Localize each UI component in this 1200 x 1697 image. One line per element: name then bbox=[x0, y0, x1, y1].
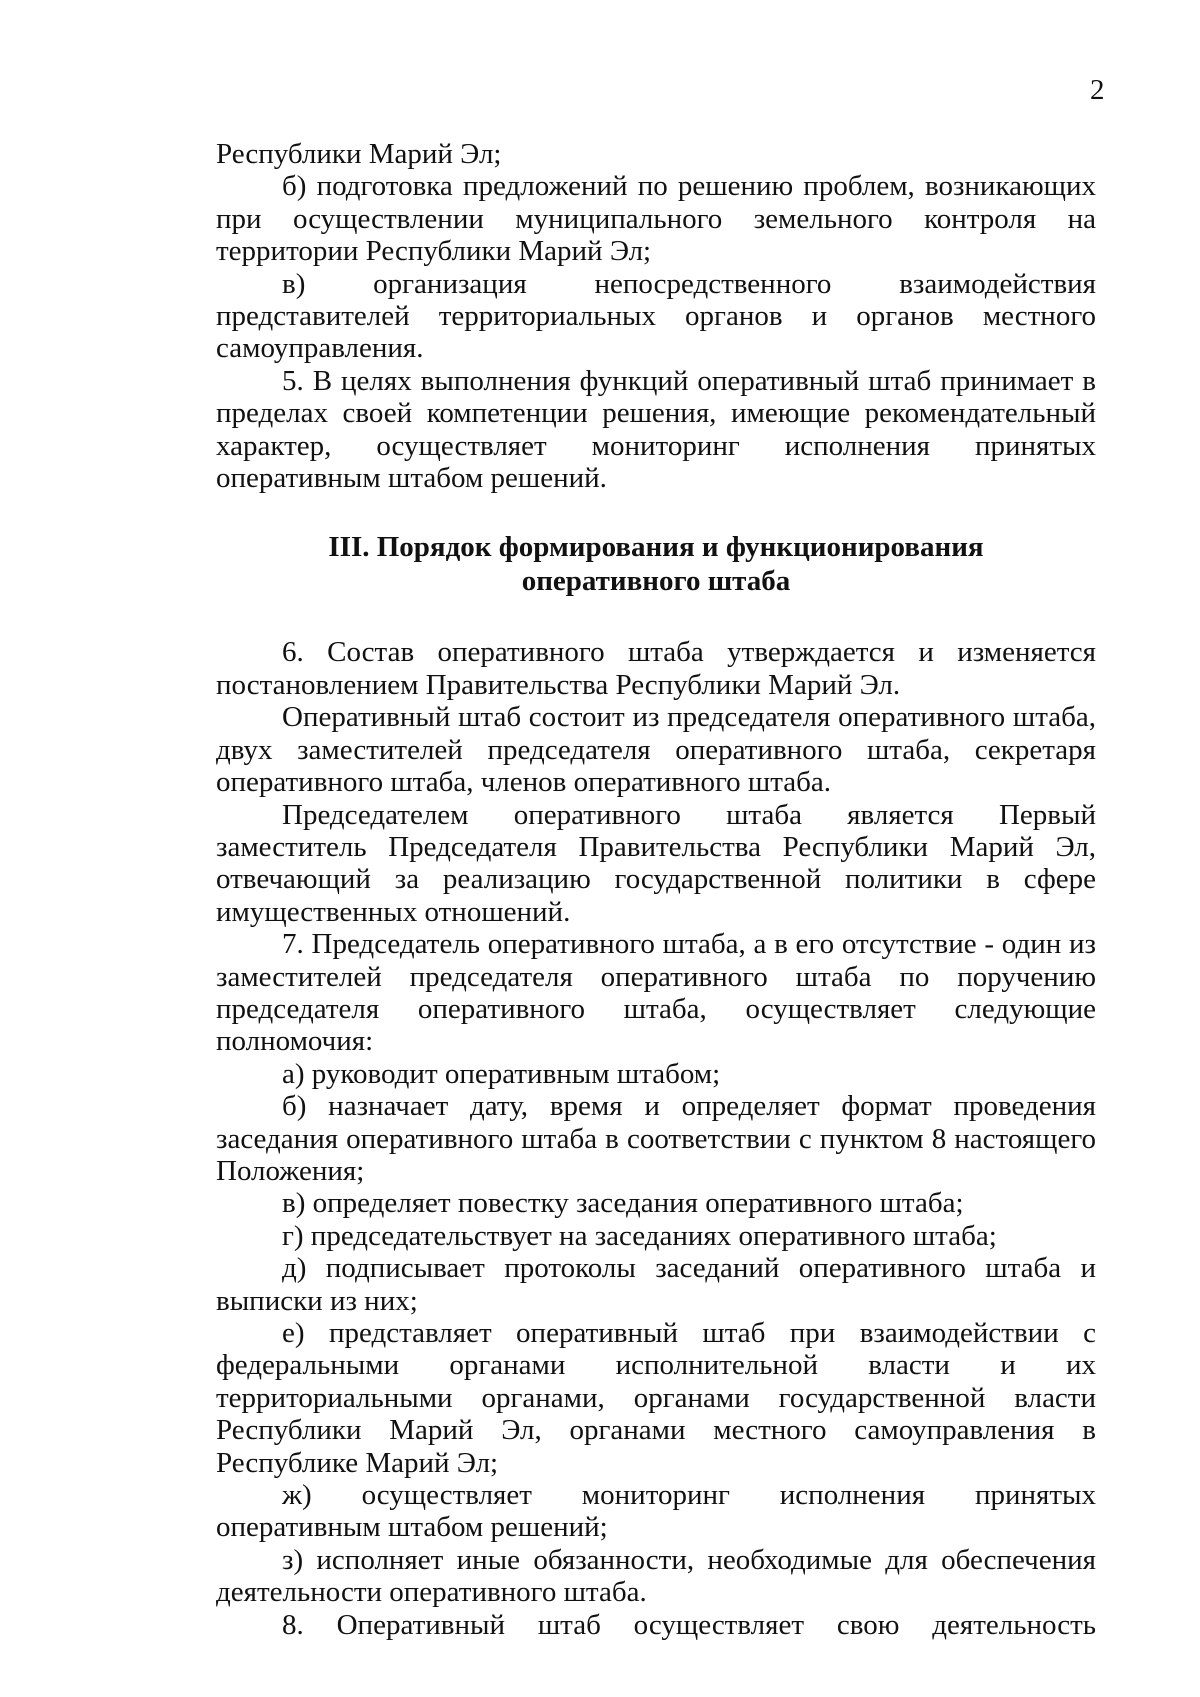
paragraph: б) назначает дату, время и определяет формат проведения заседания оперативного штаба в соответствии с пунктом 8 настоящего Положения; bbox=[216, 1090, 1096, 1187]
paragraph: з) исполняет иные обязанности, необходимые для обеспечения деятельности оперативного штаба. bbox=[216, 1543, 1096, 1609]
paragraph: 8. Оперативный штаб осуществляет свою деятельность bbox=[282, 1608, 1096, 1641]
section-title-line-1: III. Порядок формирования и функционирования bbox=[328, 531, 984, 564]
paragraphs-before bbox=[216, 138, 1096, 494]
paragraph: г) председательствует на заседаниях оперативного штаба; bbox=[282, 1219, 997, 1252]
paragraph: а) руководит оперативным штабом; bbox=[282, 1057, 721, 1090]
paragraph: Председателем оперативного штаба является Первый заместитель Председателя Правительства Республики Марий Эл, отвечающий за реализацию государственной политики в сфере имущественных отношений. bbox=[216, 798, 1096, 928]
document-body bbox=[216, 138, 1096, 1641]
section-title bbox=[216, 530, 1096, 598]
paragraph: 6. Состав оперативного штаба утверждается и изменяется постановлением Правительства Республики Марий Эл. bbox=[216, 636, 1096, 701]
paragraph: д) подписывает протоколы заседаний оперативного штаба и выписки из них; bbox=[216, 1252, 1096, 1317]
paragraphs-after bbox=[216, 636, 1096, 1641]
paragraph: Республики Марий Эл; bbox=[216, 138, 502, 170]
paragraph: ж) осуществляет мониторинг исполнения принятых оперативным штабом решений; bbox=[216, 1479, 1096, 1544]
page-number: 2 bbox=[1090, 74, 1105, 106]
paragraph: е) представляет оперативный штаб при взаимодействии с федеральными органами исполнительной власти и их территориальными органами, органами государственной власти Республики Марий Эл, органами местного самоуправления в Республике Марий Эл; bbox=[216, 1317, 1096, 1479]
paragraph: в) организация непосредственного взаимодействия представителей территориальных органов и органов местного самоуправления. bbox=[216, 267, 1096, 365]
section-title-line-2: оперативного штаба bbox=[521, 565, 791, 598]
paragraph: Оперативный штаб состоит из председателя оперативного штаба, двух заместителей председателя оперативного штаба, секретаря оперативного штаба, членов оперативного штаба. bbox=[216, 701, 1096, 799]
paragraph: в) определяет повестку заседания оперативного штаба; bbox=[282, 1187, 964, 1220]
paragraph: б) подготовка предложений по решению проблем, возникающих при осуществлении муниципального земельного контроля на территории Республики Марий Эл; bbox=[216, 170, 1096, 268]
paragraph: 5. В целях выполнения функций оперативный штаб принимает в пределах своей компетенции решения, имеющие рекомендательный характер, осуществляет мониторинг исполнения принятых оперативным штабом решений. bbox=[216, 364, 1096, 495]
paragraph: 7. Председатель оперативного штаба, а в его отсутствие - один из заместителей председателя оперативного штаба по поручению председателя оперативного штаба, осуществляет следующие полномочия: bbox=[216, 928, 1096, 1058]
